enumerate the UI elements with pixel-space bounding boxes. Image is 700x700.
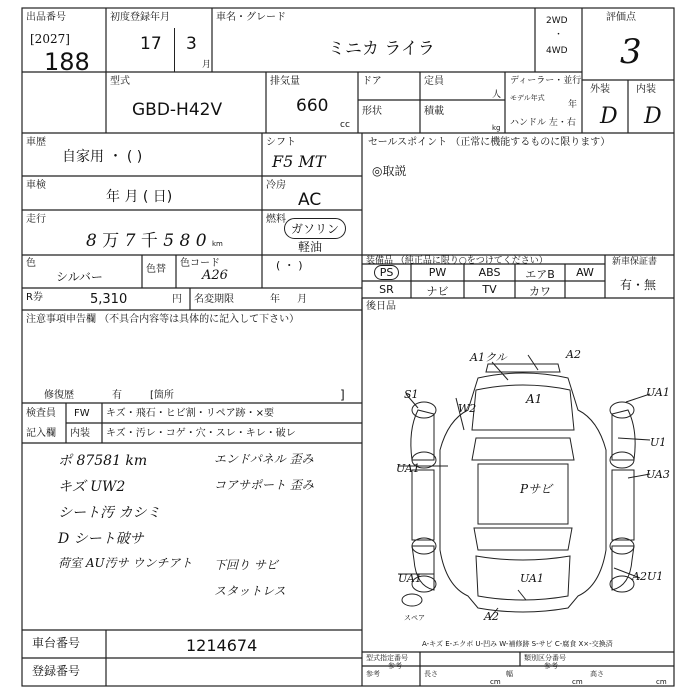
equipment-label: 装備品 （純正品に限り○をつけてください）: [366, 256, 548, 266]
length-label: 長さ: [424, 670, 438, 678]
mileage-unit-km: km: [211, 240, 223, 248]
mark-a1-hood: A1: [526, 392, 543, 406]
equip-pw: PW: [428, 266, 447, 279]
mark-ua1-bl: UA1: [398, 572, 422, 585]
person-unit: 人: [492, 90, 502, 100]
equip-tv: TV: [482, 283, 497, 296]
door-label: ドア: [362, 76, 382, 87]
model-year-label: モデル年式: [510, 94, 545, 102]
reg-month: 3: [186, 34, 197, 54]
repair-history-label: 修復歴: [44, 390, 74, 401]
displacement-unit: cc: [340, 120, 350, 130]
lot-number: 188: [44, 48, 90, 76]
mark-s1: S1: [404, 388, 419, 401]
mileage-value: [86, 226, 223, 251]
height-label: 高さ: [590, 670, 604, 678]
equip-ps: PS: [362, 266, 411, 279]
equip-sr: SR: [379, 283, 394, 296]
month-divider: [174, 28, 175, 72]
warranty-label: 新車保証書: [612, 257, 658, 267]
dealer-label: ディーラー・並行: [510, 76, 582, 86]
color-label: 色: [26, 258, 36, 269]
length-unit: cm: [490, 678, 501, 686]
mileage-digit: 8: [179, 231, 191, 251]
mark-u1: U1: [650, 436, 667, 449]
equip-leather: カワ: [529, 285, 551, 298]
class-number-label: 類別区分番号: [524, 654, 566, 662]
mileage-digit: 8: [86, 231, 97, 251]
type-label: 型式: [110, 76, 130, 87]
spare-label: スペア: [404, 614, 425, 622]
mark-ua1-left: UA1: [396, 462, 420, 475]
mark-a1-kuru: A1クル: [470, 351, 507, 364]
shape-label: 形状: [362, 106, 382, 117]
mark-ua1-r1: UA1: [646, 386, 670, 399]
mileage-digit: 0: [195, 231, 207, 251]
color-code-label: 色コード: [180, 258, 220, 269]
month-unit: 月: [202, 60, 212, 70]
aircon-label: 冷房: [266, 180, 286, 191]
remarks-left: [58, 450, 192, 580]
remark-line: 下回り サビ: [214, 558, 278, 572]
mark-a2u1: A2U1: [632, 570, 664, 583]
drive-4wd: 4WD: [546, 46, 568, 56]
lot-label: 出品番号: [26, 12, 66, 23]
equip-navi: ナビ: [426, 285, 449, 298]
fuel-diesel: 軽油: [298, 240, 323, 254]
kg-unit: kg: [492, 124, 501, 132]
remark-line: キズ UW2: [58, 479, 126, 495]
load-label: 積載: [424, 106, 444, 117]
sales-point-label: セールスポイント （正常に機能するものに限ります）: [368, 137, 611, 148]
mark-a2-bottom: A2: [484, 610, 499, 623]
fw-items: キズ・飛石・ヒビ割・リペア跡・×要: [106, 408, 274, 419]
interior-inspect-label: 内装: [70, 428, 90, 439]
shift-value: F5 MT: [272, 152, 326, 171]
notes-label: 注意事項申告欄 （不具合内容等は具体的に記入して下さい）: [26, 314, 300, 325]
mark-ua1-rear: UA1: [520, 572, 544, 585]
year-unit: 年: [568, 100, 578, 110]
name-change-expiry-value: 年 月: [270, 294, 308, 305]
chassis-label: 車台番号: [32, 636, 81, 650]
reg-year: 17: [140, 34, 162, 54]
aircon-value: AC: [298, 190, 322, 210]
color-value: シルバー: [56, 270, 103, 284]
warranty-value: 有・無: [620, 278, 657, 292]
displacement-value: 660: [296, 96, 329, 116]
recycle-value: 5,310: [90, 292, 128, 307]
sales-point-item: ◎取説: [372, 164, 407, 178]
color-change-label: 色替: [146, 264, 166, 275]
inspector-label: 検査員: [26, 408, 56, 419]
width-unit: cm: [572, 678, 583, 686]
model-grade-label: 車名・グレード: [216, 12, 286, 23]
inspector-entry-label: 記入欄: [26, 428, 56, 439]
remark-line: シート汚 カシミ: [58, 505, 161, 521]
damage-legend: A-キズ E-エクボ U-凹み W-補修跡 S-サビ C-腐食 X×-交換済: [422, 640, 613, 648]
interior-label: 内装: [636, 84, 656, 95]
fuel-gasoline-circled: ガソリン: [284, 218, 346, 239]
after-items-label: 後日品: [366, 301, 396, 312]
remark-line: エンドパネル 歪み: [214, 452, 314, 466]
mileage-label: 走行: [26, 214, 46, 225]
fw-label: FW: [74, 408, 90, 419]
remark-line: スタットレス: [214, 584, 286, 598]
height-unit: cm: [656, 678, 667, 686]
remark-line: コアサポート 歪み: [214, 478, 314, 492]
equip-abs: ABS: [478, 266, 501, 279]
mileage-digit: 5: [163, 231, 175, 251]
class-number-ref: 参考: [544, 662, 558, 670]
history-label: 車歴: [26, 137, 46, 148]
inspection-label: 車検: [26, 180, 46, 191]
history-value: 自家用 ・ ( ): [62, 149, 143, 165]
mileage-digit: 7: [124, 231, 136, 251]
color-code-value: A26: [202, 268, 228, 283]
drive-dot: ・: [554, 30, 564, 40]
mark-w2: W2: [458, 402, 477, 415]
exterior-value: D: [600, 104, 618, 129]
recycle-label: R券: [26, 292, 43, 303]
recycle-unit: 円: [172, 294, 182, 305]
remark-line: D シート破サ: [58, 531, 144, 547]
lot-code: [2027]: [30, 32, 70, 46]
model-name: ミニカ ライラ: [328, 39, 435, 59]
repair-history-value: 有: [112, 390, 122, 401]
fuel-paren: ( ・ ): [276, 259, 303, 272]
remarks-right: [214, 450, 314, 608]
inspection-value: 年 月 ( 日): [106, 189, 173, 205]
remark-line: 荷室 AU汚サ ウンチアト: [58, 556, 193, 570]
mark-a2-top: A2: [566, 348, 581, 361]
score-label: 評価点: [606, 12, 636, 23]
dimensions-ref: 参考: [366, 670, 380, 678]
width-label: 幅: [506, 670, 513, 678]
registration-label: 登録番号: [32, 664, 81, 678]
mileage-unit-sen: 千: [140, 231, 158, 251]
first-reg-label: 初度登録年月: [110, 12, 170, 23]
repair-place-close: ]: [340, 388, 345, 402]
remark-line: ポ 87581 km: [58, 453, 148, 469]
repair-place: [箇所: [150, 390, 174, 401]
mark-ua3: UA3: [646, 468, 670, 481]
score-value: 3: [620, 32, 642, 72]
capacity-label: 定員: [424, 76, 444, 87]
type-number-label: 型式指定番号: [366, 654, 408, 662]
drive-2wd: 2WD: [546, 16, 568, 26]
interior-value: D: [644, 104, 662, 129]
name-change-expiry-label: 名変期限: [194, 294, 234, 305]
handle-label: ハンドル 左・右: [510, 118, 576, 128]
mark-p-sabi: Pサビ: [520, 482, 553, 496]
interior-items: キズ・汚レ・コゲ・穴・スレ・キレ・破レ: [106, 428, 296, 439]
mileage-unit-man: 万: [102, 231, 120, 251]
fuel-label: 燃料: [266, 214, 286, 225]
equip-airbag: エアB: [525, 268, 555, 281]
type-value: GBD-H42V: [132, 100, 223, 120]
type-number-ref: 参考: [388, 662, 402, 670]
shift-label: シフト: [266, 137, 296, 148]
exterior-label: 外装: [590, 84, 610, 95]
chassis-value: 1214674: [186, 636, 258, 655]
equip-aw: AW: [576, 266, 594, 279]
displacement-label: 排気量: [270, 76, 300, 87]
